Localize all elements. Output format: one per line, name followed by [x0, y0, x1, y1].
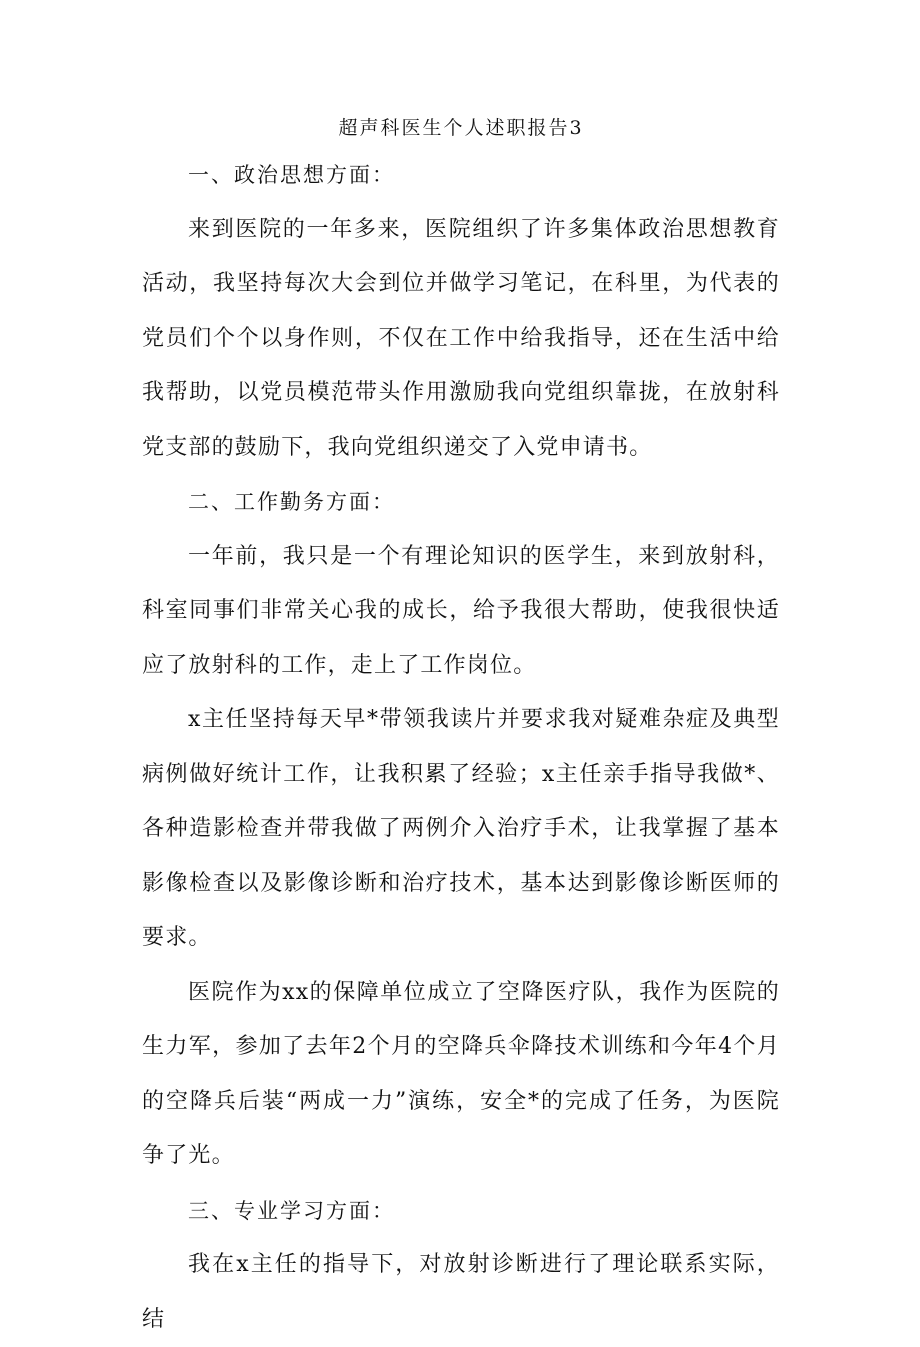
section-heading-work: 二、工作勤务方面：: [188, 490, 395, 514]
paragraph-work-2: x主任坚持每天早*带领我读片并要求我对疑难杂症及典型病例做好统计工作，让我积累了经验；x主任亲手指导我做*、各种造影检查并带我做了两例介入治疗手术，让我掌握了基本影像检查以及影像诊断和治疗技术，基本达到影像诊断医师的要求。: [142, 707, 780, 950]
section-heading-study: 三、专业学习方面：: [188, 1198, 395, 1223]
paragraph-study-1: 我在x主任的指导下，对放射诊断进行了理论联系实际，结: [142, 1252, 780, 1332]
section-heading-politics: 一、政治思想方面：: [188, 163, 395, 187]
paragraph-work-1: 一年前，我只是一个有理论知识的医学生，来到放射科，科室同事们非常关心我的成长，给予我很大帮助，使我很快适应了放射科的工作，走上了工作岗位。: [142, 543, 780, 678]
document-title: 超声科医生个人述职报告3: [338, 117, 584, 139]
paragraph-work-3: 医院作为xx的保障单位成立了空降医疗队，我作为医院的生力军，参加了去年2个月的空降兵伞降技术训练和今年4个月的空降兵后装“两成一力”演练，安全*的完成了任务，为医院争了光。: [142, 979, 780, 1168]
paragraph-politics: 来到医院的一年多来，医院组织了许多集体政治思想教育活动，我坚持每次大会到位并做学习笔记，在科里，为代表的党员们个个以身作则，不仅在工作中给我指导，还在生活中给我帮助，以党员模范带头作用激励我向党组织靠拢，在放射科党支部的鼓励下，我向党组织递交了入党申请书。: [142, 216, 780, 460]
